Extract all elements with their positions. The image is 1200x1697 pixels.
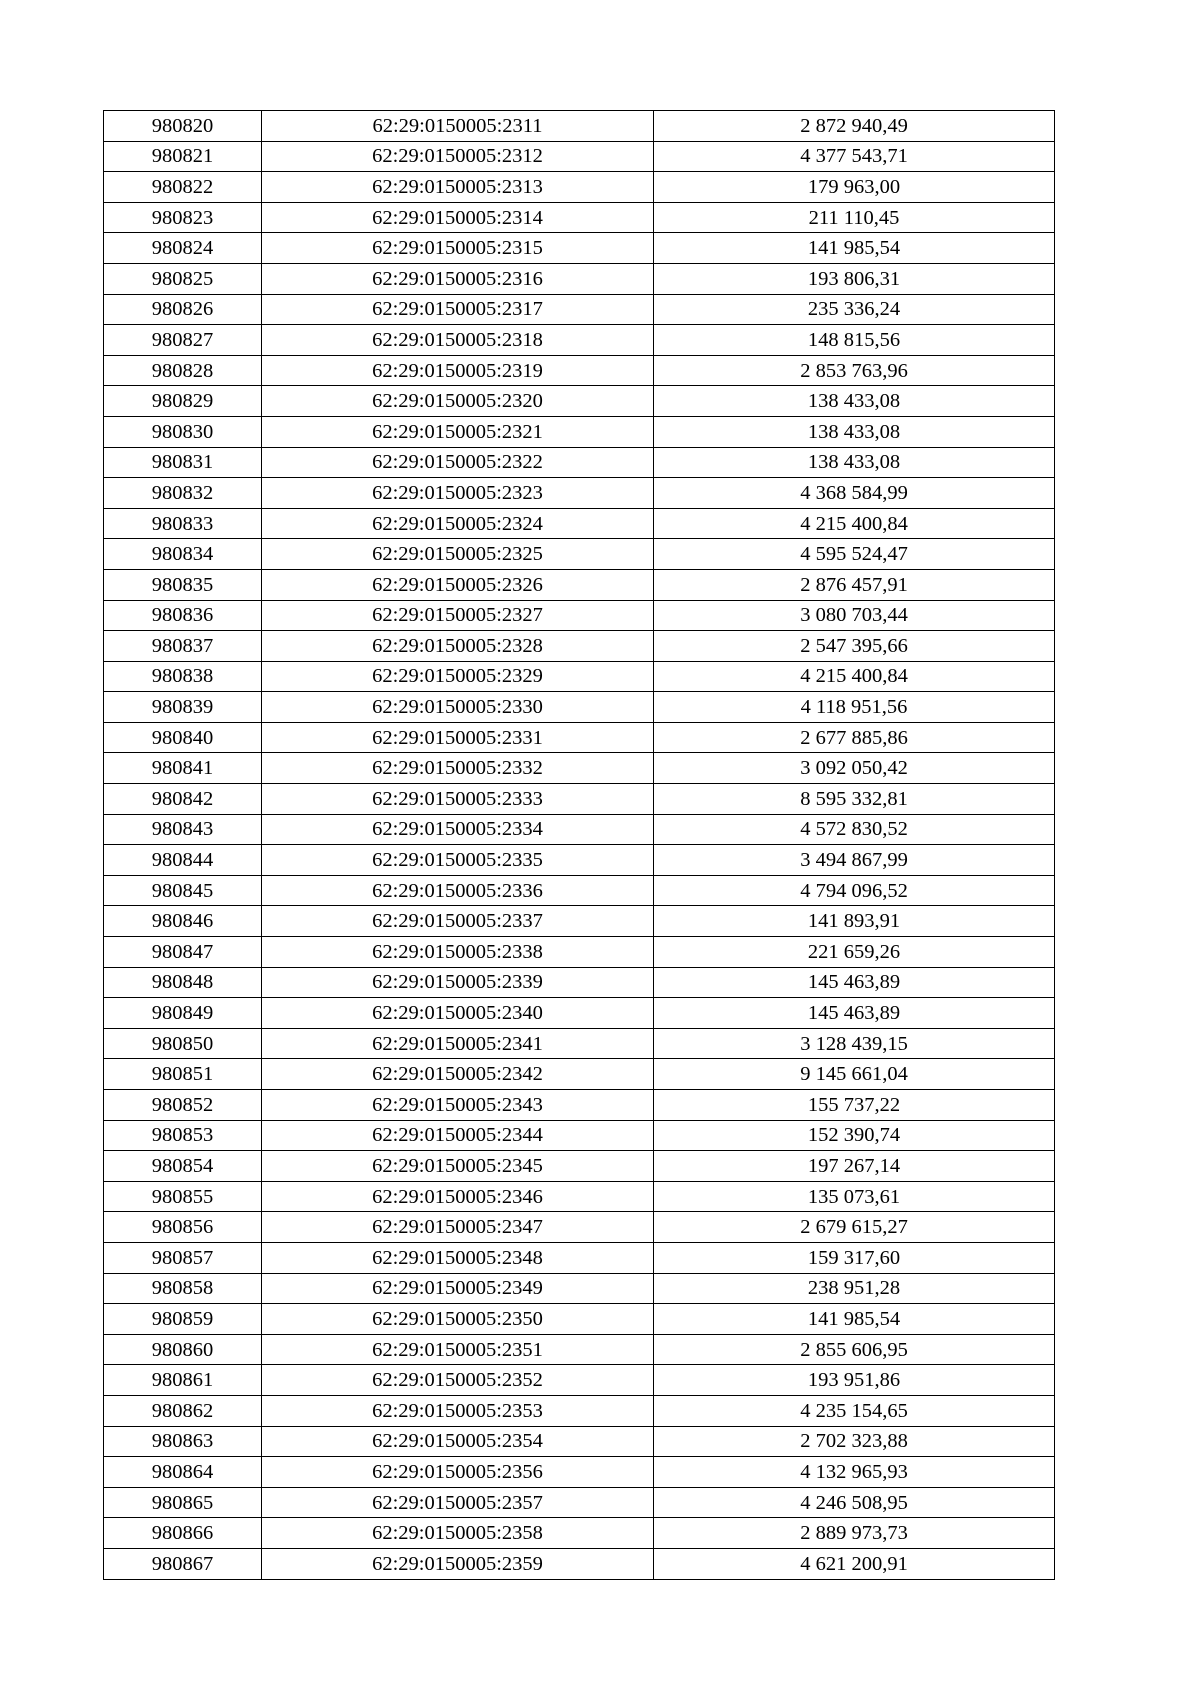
- cadastral-value-cell: 235 336,24: [654, 294, 1055, 325]
- cadastral-value-cell: 155 737,22: [654, 1090, 1055, 1121]
- cadastral-number-cell: 62:29:0150005:2348: [262, 1242, 654, 1273]
- cadastral-number-cell: 62:29:0150005:2312: [262, 141, 654, 172]
- cadastral-number-cell: 62:29:0150005:2349: [262, 1273, 654, 1304]
- table-row: [104, 875, 1055, 906]
- row-number-cell: 980848: [104, 967, 262, 998]
- row-number-cell: 980840: [104, 722, 262, 753]
- cadastral-number-cell: 62:29:0150005:2350: [262, 1304, 654, 1335]
- row-number-cell: 980821: [104, 141, 262, 172]
- row-number-cell: 980853: [104, 1120, 262, 1151]
- cadastral-value-cell: 148 815,56: [654, 325, 1055, 356]
- cadastral-number-cell: 62:29:0150005:2318: [262, 325, 654, 356]
- table-row: [104, 416, 1055, 447]
- cadastral-value-cell: 193 806,31: [654, 263, 1055, 294]
- cadastral-value-cell: 138 433,08: [654, 447, 1055, 478]
- row-number-cell: 980842: [104, 784, 262, 815]
- table-row: [104, 661, 1055, 692]
- row-number-cell: 980823: [104, 202, 262, 233]
- table-row: [104, 202, 1055, 233]
- cadastral-value-cell: 211 110,45: [654, 202, 1055, 233]
- table-row: [104, 631, 1055, 662]
- table-row: [104, 600, 1055, 631]
- cadastral-value-cell: 4 215 400,84: [654, 661, 1055, 692]
- cadastral-value-cell: 2 547 395,66: [654, 631, 1055, 662]
- table-row: [104, 1487, 1055, 1518]
- table-row: [104, 1212, 1055, 1243]
- table-row: [104, 1059, 1055, 1090]
- table-row: [104, 386, 1055, 417]
- cadastral-number-cell: 62:29:0150005:2313: [262, 172, 654, 203]
- cadastral-number-cell: 62:29:0150005:2311: [262, 111, 654, 142]
- cadastral-value-cell: 3 128 439,15: [654, 1028, 1055, 1059]
- cadastral-number-cell: 62:29:0150005:2316: [262, 263, 654, 294]
- cadastral-value-cell: 2 677 885,86: [654, 722, 1055, 753]
- cadastral-number-cell: 62:29:0150005:2354: [262, 1426, 654, 1457]
- cadastral-number-cell: 62:29:0150005:2333: [262, 784, 654, 815]
- cadastral-number-cell: 62:29:0150005:2325: [262, 539, 654, 570]
- cadastral-value-cell: 197 267,14: [654, 1151, 1055, 1182]
- cadastral-value-cell: 4 368 584,99: [654, 478, 1055, 509]
- row-number-cell: 980855: [104, 1181, 262, 1212]
- cadastral-number-cell: 62:29:0150005:2315: [262, 233, 654, 264]
- cadastral-value-cell: 2 679 615,27: [654, 1212, 1055, 1243]
- table-row: [104, 233, 1055, 264]
- cadastral-value-cell: 4 235 154,65: [654, 1395, 1055, 1426]
- table-row: [104, 1120, 1055, 1151]
- cadastral-value-cell: 4 794 096,52: [654, 875, 1055, 906]
- cadastral-number-cell: 62:29:0150005:2351: [262, 1334, 654, 1365]
- row-number-cell: 980852: [104, 1090, 262, 1121]
- cadastral-value-cell: 141 985,54: [654, 1304, 1055, 1335]
- row-number-cell: 980849: [104, 998, 262, 1029]
- row-number-cell: 980865: [104, 1487, 262, 1518]
- cadastral-value-cell: 141 985,54: [654, 233, 1055, 264]
- cadastral-value-cell: 3 494 867,99: [654, 845, 1055, 876]
- cadastral-number-cell: 62:29:0150005:2342: [262, 1059, 654, 1090]
- cadastral-number-cell: 62:29:0150005:2335: [262, 845, 654, 876]
- cadastral-number-cell: 62:29:0150005:2326: [262, 569, 654, 600]
- cadastral-value-cell: 138 433,08: [654, 386, 1055, 417]
- table-row: [104, 845, 1055, 876]
- table-row: [104, 1304, 1055, 1335]
- cadastral-value-cell: 2 889 973,73: [654, 1518, 1055, 1549]
- cadastral-value-cell: 8 595 332,81: [654, 784, 1055, 815]
- cadastral-value-cell: 3 080 703,44: [654, 600, 1055, 631]
- table-row: [104, 355, 1055, 386]
- cadastral-number-cell: 62:29:0150005:2338: [262, 937, 654, 968]
- cadastral-number-cell: 62:29:0150005:2353: [262, 1395, 654, 1426]
- cadastral-number-cell: 62:29:0150005:2330: [262, 692, 654, 723]
- cadastral-value-cell: 2 876 457,91: [654, 569, 1055, 600]
- row-number-cell: 980833: [104, 508, 262, 539]
- cadastral-value-cell: 2 702 323,88: [654, 1426, 1055, 1457]
- row-number-cell: 980841: [104, 753, 262, 784]
- cadastral-value-cell: 4 215 400,84: [654, 508, 1055, 539]
- table-row: [104, 722, 1055, 753]
- cadastral-value-cell: 221 659,26: [654, 937, 1055, 968]
- cadastral-number-cell: 62:29:0150005:2317: [262, 294, 654, 325]
- cadastral-number-cell: 62:29:0150005:2341: [262, 1028, 654, 1059]
- cadastral-number-cell: 62:29:0150005:2324: [262, 508, 654, 539]
- cadastral-value-cell: 138 433,08: [654, 416, 1055, 447]
- row-number-cell: 980851: [104, 1059, 262, 1090]
- cadastral-number-cell: 62:29:0150005:2340: [262, 998, 654, 1029]
- cadastral-value-cell: 4 246 508,95: [654, 1487, 1055, 1518]
- table-row: [104, 967, 1055, 998]
- cadastral-value-cell: 3 092 050,42: [654, 753, 1055, 784]
- table-row: [104, 325, 1055, 356]
- table-row: [104, 1090, 1055, 1121]
- row-number-cell: 980825: [104, 263, 262, 294]
- cadastral-value-cell: 159 317,60: [654, 1242, 1055, 1273]
- cadastral-value-cell: 4 621 200,91: [654, 1548, 1055, 1579]
- table-row: [104, 753, 1055, 784]
- table-row: [104, 1028, 1055, 1059]
- cadastral-value-cell: 4 118 951,56: [654, 692, 1055, 723]
- cadastral-number-cell: 62:29:0150005:2320: [262, 386, 654, 417]
- table-row: [104, 141, 1055, 172]
- table-row: [104, 111, 1055, 142]
- row-number-cell: 980830: [104, 416, 262, 447]
- cadastral-value-cell: 152 390,74: [654, 1120, 1055, 1151]
- row-number-cell: 980845: [104, 875, 262, 906]
- row-number-cell: 980857: [104, 1242, 262, 1273]
- table-row: [104, 937, 1055, 968]
- table-row: [104, 172, 1055, 203]
- row-number-cell: 980831: [104, 447, 262, 478]
- cadastral-value-cell: 4 572 830,52: [654, 814, 1055, 845]
- table-row: [104, 569, 1055, 600]
- cadastral-value-cell: 4 595 524,47: [654, 539, 1055, 570]
- cadastral-number-cell: 62:29:0150005:2343: [262, 1090, 654, 1121]
- row-number-cell: 980839: [104, 692, 262, 723]
- table-row: [104, 539, 1055, 570]
- table-row: [104, 478, 1055, 509]
- row-number-cell: 980829: [104, 386, 262, 417]
- row-number-cell: 980822: [104, 172, 262, 203]
- cadastral-number-cell: 62:29:0150005:2345: [262, 1151, 654, 1182]
- table-row: [104, 1518, 1055, 1549]
- row-number-cell: 980835: [104, 569, 262, 600]
- row-number-cell: 980850: [104, 1028, 262, 1059]
- cadastral-number-cell: 62:29:0150005:2339: [262, 967, 654, 998]
- table-row: [104, 814, 1055, 845]
- row-number-cell: 980843: [104, 814, 262, 845]
- cadastral-number-cell: 62:29:0150005:2352: [262, 1365, 654, 1396]
- row-number-cell: 980847: [104, 937, 262, 968]
- cadastral-number-cell: 62:29:0150005:2323: [262, 478, 654, 509]
- table-row: [104, 1334, 1055, 1365]
- table-row: [104, 447, 1055, 478]
- cadastral-value-cell: 145 463,89: [654, 967, 1055, 998]
- cadastral-value-cell: 4 132 965,93: [654, 1457, 1055, 1488]
- row-number-cell: 980863: [104, 1426, 262, 1457]
- cadastral-value-cell: 9 145 661,04: [654, 1059, 1055, 1090]
- row-number-cell: 980836: [104, 600, 262, 631]
- table-row: [104, 1426, 1055, 1457]
- table-row: [104, 998, 1055, 1029]
- cadastral-number-cell: 62:29:0150005:2358: [262, 1518, 654, 1549]
- table-row: [104, 1395, 1055, 1426]
- table-row: [104, 1457, 1055, 1488]
- table-row: [104, 1548, 1055, 1579]
- row-number-cell: 980837: [104, 631, 262, 662]
- table-row: [104, 1181, 1055, 1212]
- row-number-cell: 980846: [104, 906, 262, 937]
- cadastral-value-cell: 141 893,91: [654, 906, 1055, 937]
- cadastral-number-cell: 62:29:0150005:2331: [262, 722, 654, 753]
- cadastral-number-cell: 62:29:0150005:2346: [262, 1181, 654, 1212]
- table-row: [104, 1151, 1055, 1182]
- cadastral-number-cell: 62:29:0150005:2319: [262, 355, 654, 386]
- cadastral-number-cell: 62:29:0150005:2322: [262, 447, 654, 478]
- row-number-cell: 980864: [104, 1457, 262, 1488]
- cadastral-number-cell: 62:29:0150005:2334: [262, 814, 654, 845]
- cadastral-value-table: [103, 110, 1055, 1580]
- table-row: [104, 906, 1055, 937]
- row-number-cell: 980858: [104, 1273, 262, 1304]
- cadastral-value-cell: 179 963,00: [654, 172, 1055, 203]
- row-number-cell: 980860: [104, 1334, 262, 1365]
- row-number-cell: 980834: [104, 539, 262, 570]
- cadastral-number-cell: 62:29:0150005:2329: [262, 661, 654, 692]
- row-number-cell: 980827: [104, 325, 262, 356]
- cadastral-number-cell: 62:29:0150005:2314: [262, 202, 654, 233]
- cadastral-number-cell: 62:29:0150005:2321: [262, 416, 654, 447]
- table-row: [104, 1242, 1055, 1273]
- cadastral-value-cell: 193 951,86: [654, 1365, 1055, 1396]
- cadastral-value-cell: 238 951,28: [654, 1273, 1055, 1304]
- cadastral-number-cell: 62:29:0150005:2357: [262, 1487, 654, 1518]
- table-row: [104, 263, 1055, 294]
- row-number-cell: 980854: [104, 1151, 262, 1182]
- table-row: [104, 692, 1055, 723]
- cadastral-value-cell: 135 073,61: [654, 1181, 1055, 1212]
- cadastral-value-cell: 2 872 940,49: [654, 111, 1055, 142]
- table-row: [104, 1365, 1055, 1396]
- table-row: [104, 784, 1055, 815]
- cadastral-value-cell: 2 853 763,96: [654, 355, 1055, 386]
- cadastral-number-cell: 62:29:0150005:2359: [262, 1548, 654, 1579]
- row-number-cell: 980832: [104, 478, 262, 509]
- cadastral-number-cell: 62:29:0150005:2337: [262, 906, 654, 937]
- cadastral-value-cell: 145 463,89: [654, 998, 1055, 1029]
- table-row: [104, 294, 1055, 325]
- row-number-cell: 980844: [104, 845, 262, 876]
- cadastral-number-cell: 62:29:0150005:2336: [262, 875, 654, 906]
- cadastral-number-cell: 62:29:0150005:2327: [262, 600, 654, 631]
- row-number-cell: 980856: [104, 1212, 262, 1243]
- row-number-cell: 980866: [104, 1518, 262, 1549]
- cadastral-number-cell: 62:29:0150005:2356: [262, 1457, 654, 1488]
- cadastral-number-cell: 62:29:0150005:2344: [262, 1120, 654, 1151]
- cadastral-number-cell: 62:29:0150005:2332: [262, 753, 654, 784]
- table-row: [104, 1273, 1055, 1304]
- cadastral-value-cell: 2 855 606,95: [654, 1334, 1055, 1365]
- row-number-cell: 980826: [104, 294, 262, 325]
- row-number-cell: 980820: [104, 111, 262, 142]
- row-number-cell: 980861: [104, 1365, 262, 1396]
- row-number-cell: 980838: [104, 661, 262, 692]
- table-row: [104, 508, 1055, 539]
- row-number-cell: 980828: [104, 355, 262, 386]
- row-number-cell: 980859: [104, 1304, 262, 1335]
- cadastral-number-cell: 62:29:0150005:2347: [262, 1212, 654, 1243]
- row-number-cell: 980824: [104, 233, 262, 264]
- row-number-cell: 980862: [104, 1395, 262, 1426]
- table-body: [104, 111, 1055, 1580]
- cadastral-value-cell: 4 377 543,71: [654, 141, 1055, 172]
- row-number-cell: 980867: [104, 1548, 262, 1579]
- cadastral-number-cell: 62:29:0150005:2328: [262, 631, 654, 662]
